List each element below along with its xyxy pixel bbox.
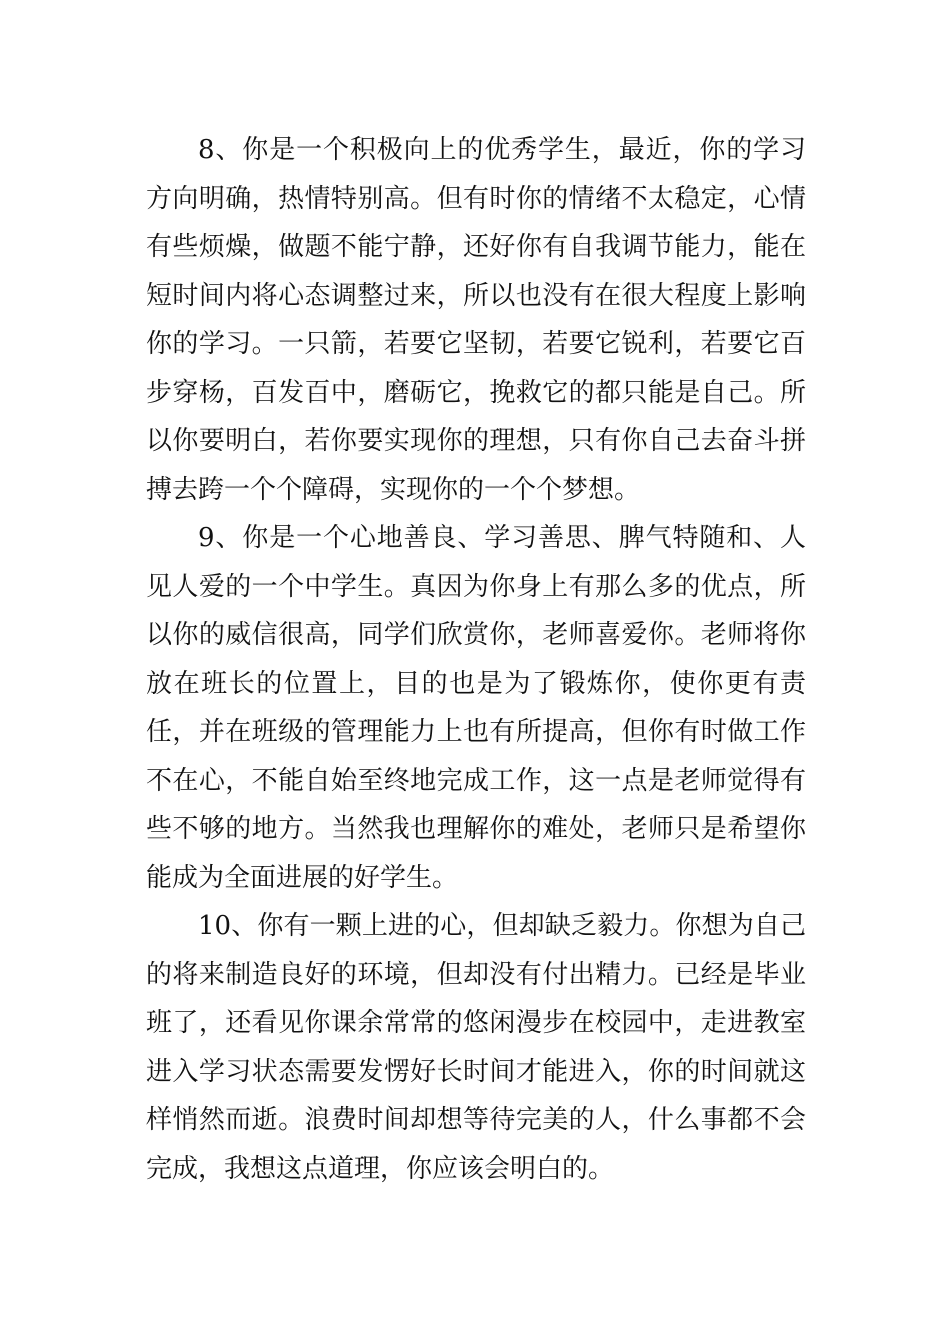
paragraph-9: 9、你是一个心地善良、学习善思、脾气特随和、人见人爱的一个中学生。真因为你身上有那么多的优点，所以你的威信很高，同学们欣赏你，老师喜爱你。老师将你放在班长的位置上，目的也是为了锻炼你，使你更有责任，并在班级的管理能力上也有所提高，但你有时做工作不在心，不能自始至终地完成工作，这一点是老师觉得有些不够的地方。当然我也理解你的难处，老师只是希望你能成为全面进展的好学生。: [146, 523, 806, 893]
paragraph-10: 10、你有一颗上进的心，但却缺乏毅力。你想为自己的将来制造良好的环境，但却没有付出精力。已经是毕业班了，还看见你课余常常的悠闲漫步在校园中，走进教室进入学习状态需要发愣好长时间才能进入，你的时间就这样悄然而逝。浪费时间却想等待完美的人，什么事都不会完成，我想这点道理，你应该会明白的。: [146, 911, 806, 1184]
paragraph-8: 8、你是一个积极向上的优秀学生，最近，你的学习方向明确，热情特别高。但有时你的情绪不太稳定，心情有些烦燥，做题不能宁静，还好你有自我调节能力，能在短时间内将心态调整过来，所以也没有在很大程度上影响你的学习。一只箭，若要它坚韧，若要它锐利，若要它百步穿杨，百发百中，磨砺它，挽救它的都只能是自己。所以你要明白，若你要实现你的理想，只有你自己去奋斗拼搏去跨一个个障碍，实现你的一个个梦想。: [146, 135, 806, 505]
document-body: [146, 126, 806, 1193]
